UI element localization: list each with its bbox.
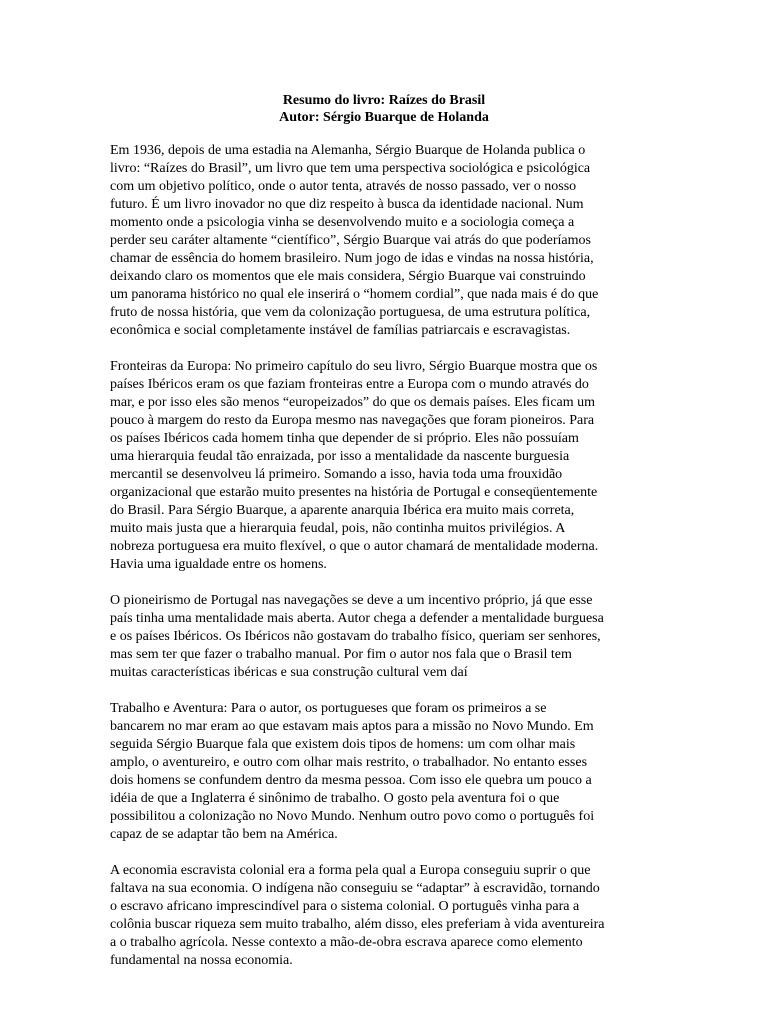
- text-line: faltava na sua economia. O indígena não conseguiu se “adaptar” à escravidão, tornando: [110, 881, 600, 896]
- document-author: Autor: Sérgio Buarque de Holanda: [279, 110, 489, 125]
- text-line: países Ibéricos eram os que faziam fronteiras entre a Europa com o mundo através do: [110, 377, 589, 392]
- text-line: os países Ibéricos cada homem tinha que depender de si próprio. Eles não possuíam: [110, 431, 579, 446]
- text-line: deixando claro os momentos que ele mais considera, Sérgio Buarque vai construindo: [110, 269, 586, 284]
- text-line: a o trabalho agrícola. Nesse contexto a mão-de-obra escrava aparece como elemento: [110, 935, 583, 950]
- document-body: [110, 142, 658, 970]
- document-page: [110, 92, 658, 988]
- text-line: um panorama histórico no qual ele inserirá o “homem cordial”, que nada mais é do que: [110, 287, 599, 302]
- text-line: idéia de que a Inglaterra é sinônimo de trabalho. O gosto pela aventura foi o que: [110, 791, 560, 806]
- text-line: Em 1936, depois de uma estadia na Alemanha, Sérgio Buarque de Holanda publica o: [110, 143, 586, 158]
- text-line: momento onde a psicologia vinha se desenvolvendo muito e a sociologia começa a: [110, 215, 575, 230]
- text-line: A economia escravista colonial era a forma pela qual a Europa conseguiu suprir o que: [110, 863, 591, 878]
- paragraph: [110, 700, 658, 844]
- text-line: país tinha uma mentalidade mais aberta. Autor chega a defender a mentalidade burguesa: [110, 611, 604, 626]
- text-line: chamar de essência do homem brasileiro. Num jogo de idas e vindas na nossa história,: [110, 251, 594, 266]
- text-line: colônia buscar riqueza sem muito trabalho, além disso, eles preferiam à vida aventureira: [110, 917, 605, 932]
- text-line: mar, e por isso eles são menos “europeizados” do que os demais países. Eles ficam um: [110, 395, 596, 410]
- text-line: econômica e social completamente instável de famílias patriarcais e escravagistas.: [110, 323, 571, 338]
- text-line: fundamental na nossa economia.: [110, 953, 293, 968]
- document-header: [110, 92, 658, 126]
- text-line: Trabalho e Aventura: Para o autor, os portugueses que foram os primeiros a se: [110, 701, 547, 716]
- text-line: livro: “Raízes do Brasil”, um livro que tem uma perspectiva sociológica e psicológica: [110, 161, 591, 176]
- text-line: perder seu caráter altamente “científico”, Sérgio Buarque vai atrás do que poderíamos: [110, 233, 591, 248]
- text-line: com um objetivo político, onde o autor tenta, através de nosso passado, ver o nosso: [110, 179, 577, 194]
- paragraph: [110, 358, 658, 574]
- text-line: e os países Ibéricos. Os Ibéricos não gostavam do trabalho físico, queriam ser senhores,: [110, 629, 601, 644]
- text-line: Fronteiras da Europa: No primeiro capítulo do seu livro, Sérgio Buarque mostra que os: [110, 359, 598, 374]
- text-line: mas sem ter que fazer o trabalho manual. Por fim o autor nos fala que o Brasil tem: [110, 647, 572, 662]
- text-line: organizacional que estarão muito presentes na história de Portugal e conseqüentemente: [110, 485, 598, 500]
- text-line: seguida Sérgio Buarque fala que existem dois tipos de homens: um com olhar mais: [110, 737, 576, 752]
- text-line: pouco à margem do resto da Europa mesmo nas navegações que foram pioneiros. Para: [110, 413, 595, 428]
- text-line: O pioneirismo de Portugal nas navegações se deve a um incentivo próprio, já que esse: [110, 593, 593, 608]
- paragraph: [110, 862, 658, 970]
- text-line: capaz de se adaptar tão bem na América.: [110, 827, 338, 842]
- text-line: muito mais justa que a hierarquia feudal, pois, não continha muitos privilégios. A: [110, 521, 566, 536]
- text-line: do Brasil. Para Sérgio Buarque, a aparente anarquia Ibérica era muito mais correta,: [110, 503, 575, 518]
- text-line: Havia uma igualdade entre os homens.: [110, 557, 327, 572]
- text-line: muitas características ibéricas e sua construção cultural vem daí: [110, 665, 468, 680]
- text-line: possibilitou a colonização no Novo Mundo. Nenhum outro povo como o português foi: [110, 809, 595, 824]
- text-line: fruto de nossa história, que vem da colonização portuguesa, de uma estrutura política,: [110, 305, 591, 320]
- text-line: dois homens se confundem dentro da mesma pessoa. Com isso ele quebra um pouco a: [110, 773, 592, 788]
- paragraph: [110, 142, 658, 340]
- text-line: uma hierarquia feudal tão enraizada, por isso a mentalidade da nascente burguesia: [110, 449, 570, 464]
- text-line: mercantil se desenvolveu lá primeiro. Somando a isso, havia toda uma frouxidão: [110, 467, 563, 482]
- text-line: futuro. É um livro inovador no que diz respeito à busca da identidade nacional. Num: [110, 197, 584, 212]
- document-title: Resumo do livro: Raízes do Brasil: [282, 93, 486, 108]
- paragraph: [110, 592, 658, 682]
- text-line: bancarem no mar eram ao que estavam mais aptos para a missão no Novo Mundo. Em: [110, 719, 594, 734]
- text-line: o escravo africano imprescindível para o sistema colonial. O português vinha para a: [110, 899, 580, 914]
- text-line: nobreza portuguesa era muito flexível, o que o autor chamará de mentalidade moderna.: [110, 539, 599, 554]
- text-line: amplo, o aventureiro, e outro com olhar mais restrito, o trabalhador. No entanto esses: [110, 755, 588, 770]
